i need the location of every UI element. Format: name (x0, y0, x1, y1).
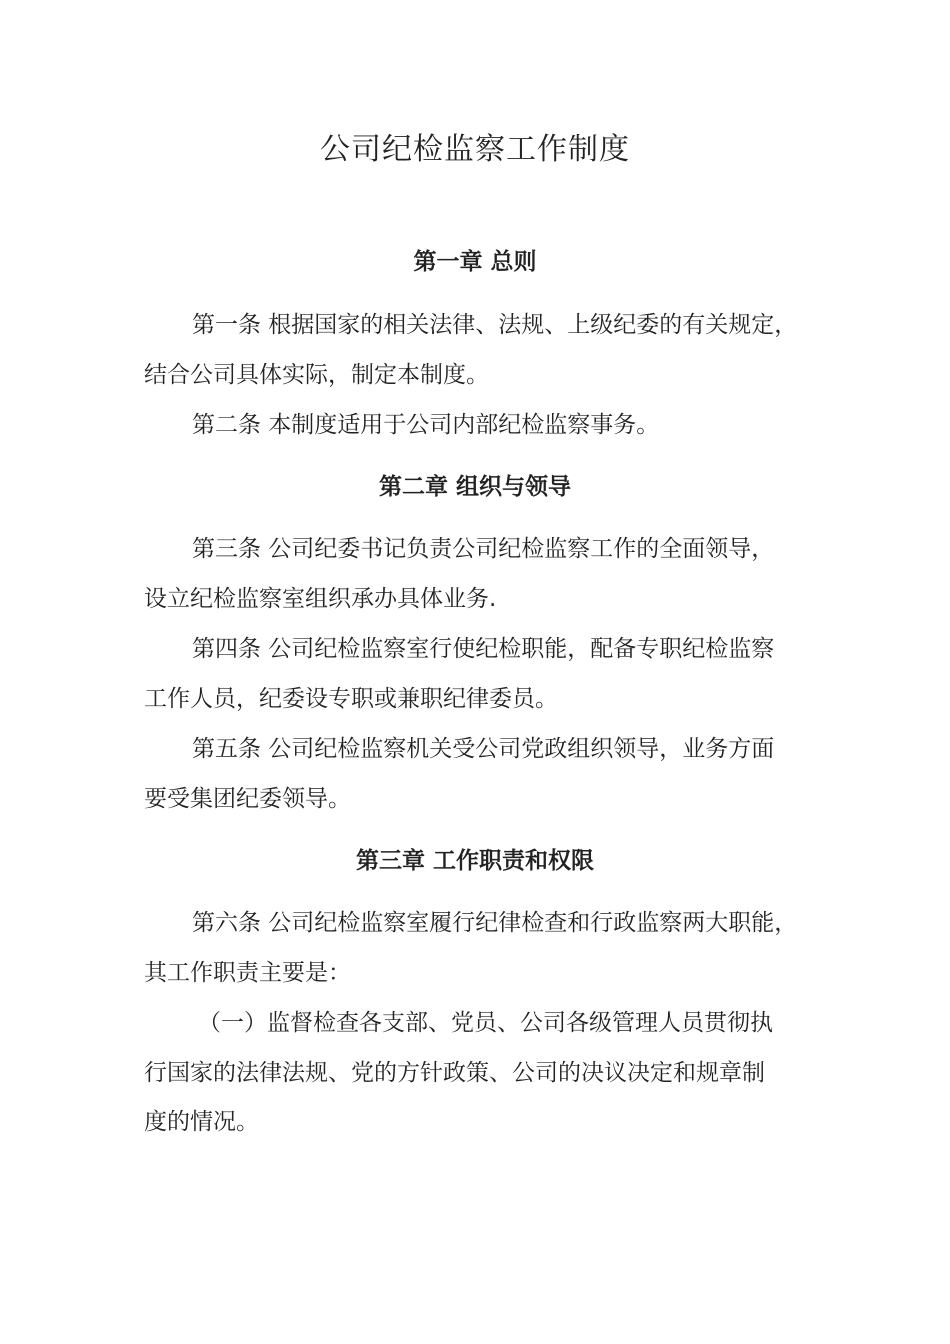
item-1-line-3: 度的情况。 (144, 1109, 259, 1135)
article-4-line-2: 工作人员，纪委设专职或兼职纪律委员。 (144, 686, 558, 712)
item-1-line-1: （一）监督检查各支部、党员、公司各级管理人员贯彻执 (198, 1010, 773, 1036)
article-2-line-1: 第二条 本制度适用于公司内部纪检监察事务。 (192, 412, 660, 438)
article-5-line-2: 要受集团纪委领导。 (144, 786, 351, 812)
chapter-1-heading: 第一章 总则 (413, 249, 537, 275)
article-5-line-1: 第五条 公司纪检监察机关受公司党政组织领导，业务方面 (192, 736, 775, 762)
document-title: 公司纪检监察工作制度 (320, 132, 630, 167)
article-6-line-1: 第六条 公司纪检监察室履行纪律检查和行政监察两大职能， (192, 910, 798, 936)
article-6-line-2: 其工作职责主要是： (144, 960, 351, 986)
chapter-3-heading: 第三章 工作职责和权限 (355, 848, 594, 874)
chapter-2-heading: 第二章 组织与领导 (378, 474, 571, 500)
article-1-line-2: 结合公司具体实际，制定本制度。 (144, 362, 489, 388)
article-4-line-1: 第四条 公司纪检监察室行使纪检职能，配备专职纪检监察 (192, 636, 775, 662)
item-1-line-2: 行国家的法律法规、党的方针政策、公司的决议决定和规章制 (144, 1060, 765, 1086)
article-3-line-2: 设立纪检监察室组织承办具体业务. (144, 586, 497, 612)
article-1-line-1: 第一条 根据国家的相关法律、法规、上级纪委的有关规定， (192, 312, 798, 338)
article-3-line-1: 第三条 公司纪委书记负责公司纪检监察工作的全面领导， (192, 536, 775, 562)
